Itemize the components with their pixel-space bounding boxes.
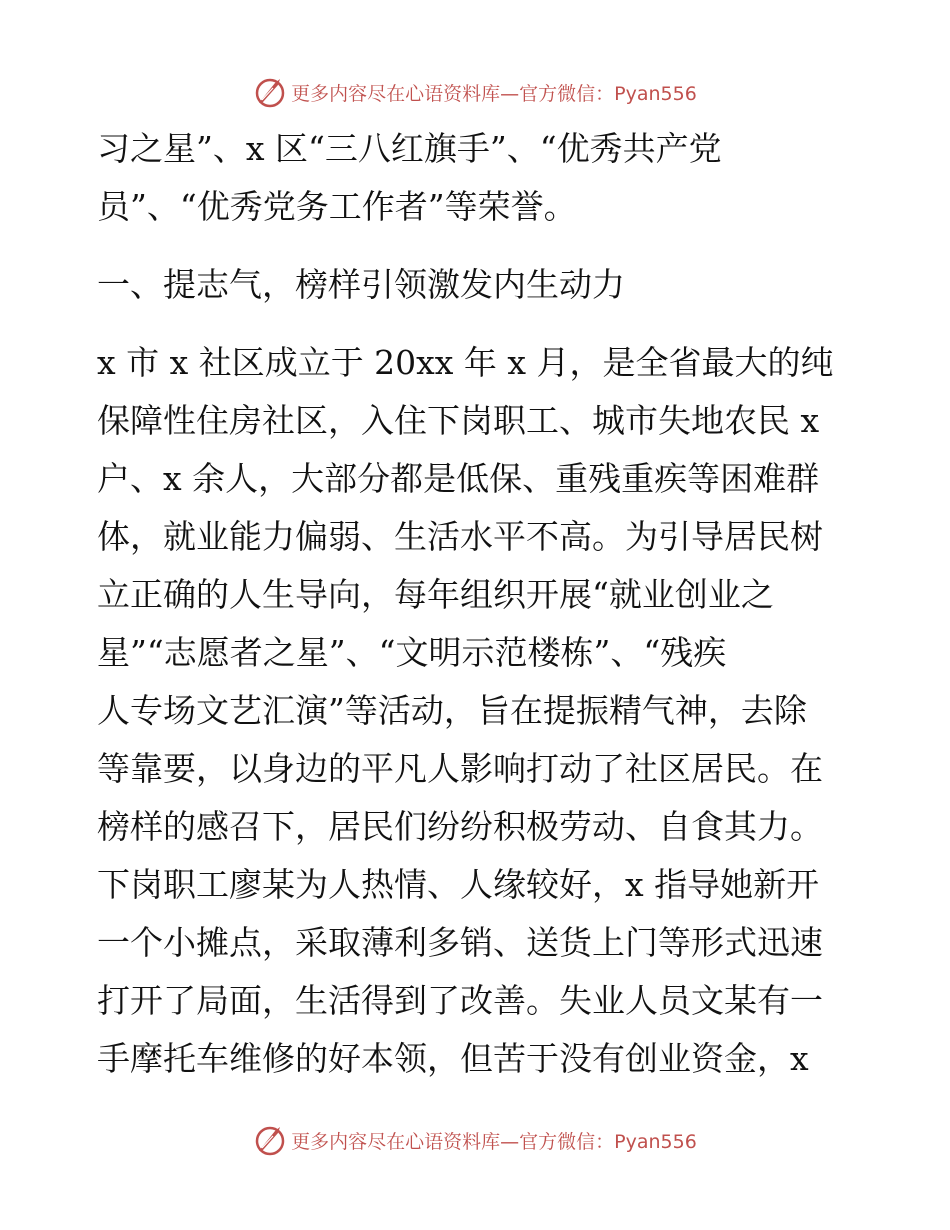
watermark-text: 更多内容尽在心语资料库—官方微信：Pyan556 — [291, 1130, 697, 1153]
text-line: 手摩托车维修的好本领，但苦于没有创业资金，x — [97, 1039, 809, 1078]
text-line: 等靠要，以身边的平凡人影响打动了社区居民。在 — [97, 749, 823, 788]
text-line: 榜样的感召下，居民们纷纷积极劳动、自食其力。 — [97, 807, 823, 846]
text-line: 打开了局面，生活得到了改善。失业人员文某有一 — [97, 981, 823, 1020]
paragraph — [97, 334, 857, 1088]
footer-watermark — [0, 1120, 950, 1160]
document-body — [97, 120, 857, 1088]
text-line: 体，就业能力偏弱、生活水平不高。为引导居民树 — [97, 517, 823, 556]
header-watermark — [0, 72, 950, 112]
section-heading: 一、提志气，榜样引领激发内生动力 — [97, 265, 625, 304]
text-line: 一个小摊点，采取薄利多销、送货上门等形式迅速 — [97, 923, 823, 962]
watermark-text: 更多内容尽在心语资料库—官方微信：Pyan556 — [291, 82, 697, 105]
paragraph — [97, 120, 857, 236]
text-line: x 市 x 社区成立于 20xx 年 x 月，是全省最大的纯 — [97, 343, 834, 382]
text-line: 员”、“优秀党务工作者”等荣誉。 — [97, 187, 577, 226]
text-line: 保障性住房社区，入住下岗职工、城市失地农民 x — [97, 401, 820, 440]
feather-pen-logo-icon — [253, 75, 287, 109]
text-line: 立正确的人生导向，每年组织开展“就业创业之 — [97, 575, 774, 614]
text-line: 户、x 余人，大部分都是低保、重残重疾等困难群 — [97, 459, 820, 498]
text-line: 下岗职工廖某为人热情、人缘较好，x 指导她新开 — [97, 865, 820, 904]
text-line: 星”“志愿者之星”、“文明示范楼栋”、“残疾 — [97, 633, 727, 672]
feather-pen-logo-icon — [253, 1123, 287, 1157]
text-line: 人专场文艺汇演”等活动，旨在提振精气神，去除 — [97, 691, 807, 730]
text-line: 习之星”、x 区“三八红旗手”、“优秀共产党 — [97, 129, 722, 168]
